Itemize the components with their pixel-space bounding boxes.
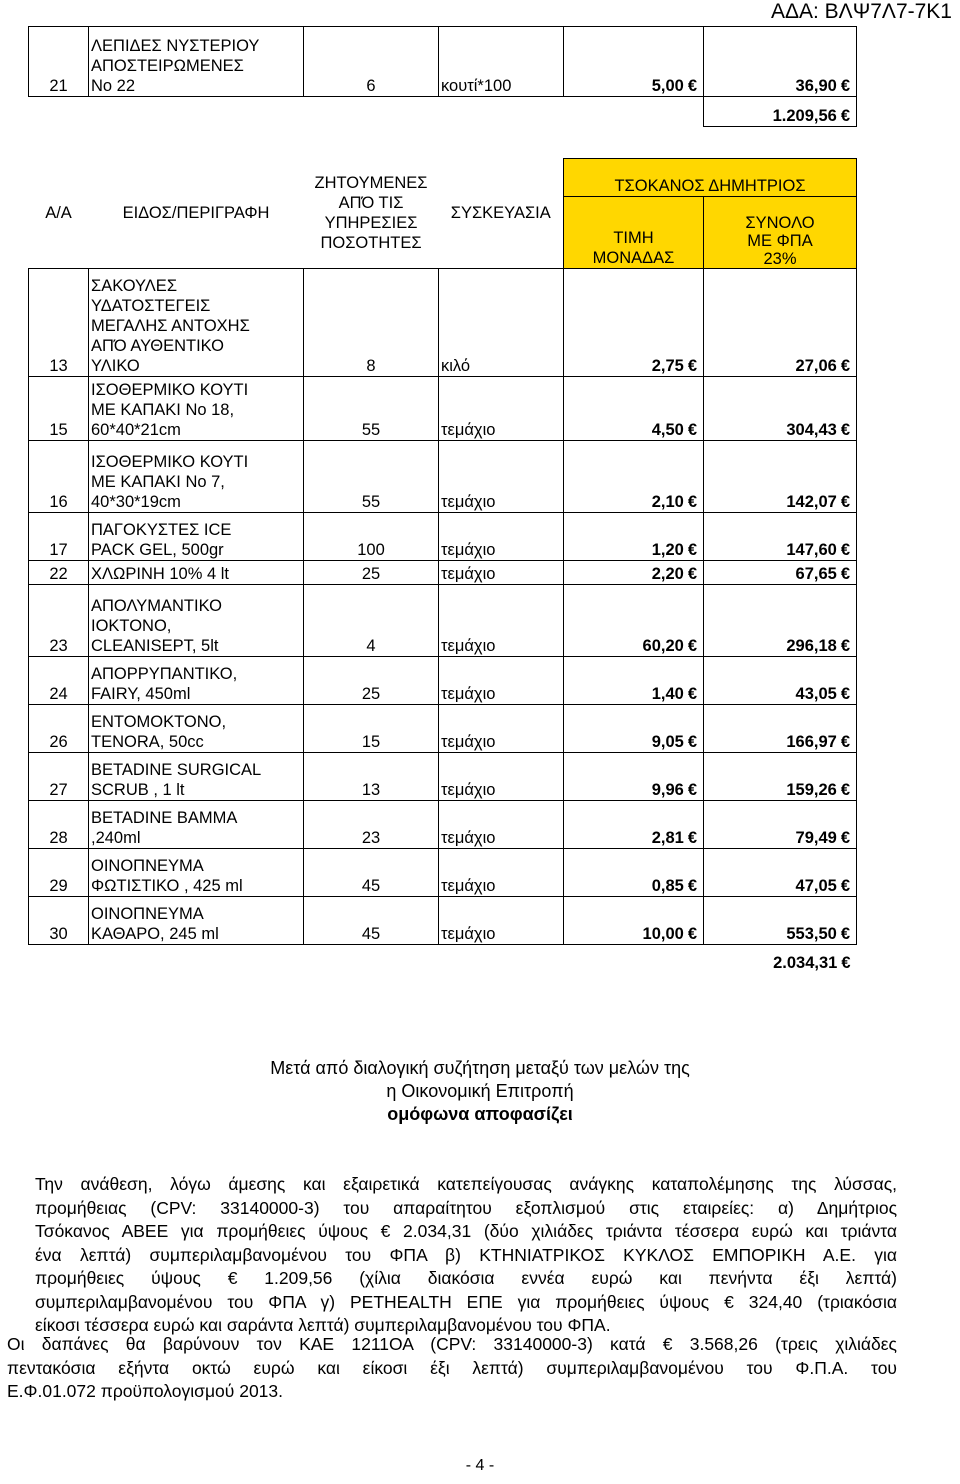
paragraph-line: Τσόκανος ΑΒΕΕ για προμήθειες ύψους € 2.034,31 (δύο χιλιάδες τριάντα τέσσερα ευρώ και τριάντα [35,1221,897,1241]
row-desc: ΟΙΝΟΠΝΕΥΜΑ ΦΩΤΙΣΤΙΚΟ , 425 ml [89,849,304,897]
row-pack: κιλό [439,269,564,377]
row-price: 10,00 € [564,897,704,945]
row-pack: τεμάχιο [439,377,564,441]
euro-icon: € [687,637,697,655]
paragraph-line: είκοσι τέσσερα ευρώ και σαράντα λεπτά) συμπεριλαμβανομένου του ΦΠΑ. [35,1315,611,1335]
row-pack: κουτί*100 [439,27,564,97]
table-row [29,801,857,849]
header-qty: ΖΗΤΟΥΜΕΝΕΣ ΑΠΌ ΤΙΣ ΥΠΗΡΕΣΙΕΣ ΠΟΣΟΤΗΤΕΣ [314,174,428,253]
row-qty: 55 [304,377,439,441]
paragraph-line: προμήθειες ύψους € 1.209,56 (χίλια διακόσια εννέα ευρώ και πενήντα έξι λεπτά) [35,1268,897,1288]
euro-icon: € [687,77,697,95]
paragraph-line: Την ανάθεση, λόγω άμεσης και εξαιρετικά κατεπείγουσας ανάγκης καταπολέμησης της λύσσας, [35,1174,897,1194]
row-price: 9,96 € [564,753,704,801]
euro-icon: € [840,637,850,655]
subtotal: 1.209,56 € [704,97,857,127]
row-qty: 25 [304,657,439,705]
row-qty: 6 [304,27,439,97]
euro-icon: € [687,357,697,375]
euro-icon: € [687,829,697,847]
row-qty: 23 [304,801,439,849]
row-pack: τεμάχιο [439,897,564,945]
row-desc: ΑΠΟΛΥΜΑΝΤΙΚΟ ΙΟΚΤΟΝΟ, CLEANISEPT, 5lt [89,585,304,657]
row-aa: 15 [29,377,89,441]
row-desc: ΠΑΓΟΚΥΣΤΕΣ ICE PACK GEL, 500gr [89,513,304,561]
table-row [29,705,857,753]
row-total: 36,90 € [704,27,857,97]
row-pack: τεμάχιο [439,561,564,585]
paragraph-line: Ε.Φ.01.072 προϋπολογισμού 2013. [7,1381,284,1401]
row-price: 4,50 € [564,377,704,441]
euro-icon: € [840,733,850,751]
header-pack: ΣΥΣΚΕΥΑΣΙΑ [450,204,551,223]
row-total: 43,05 € [704,657,857,705]
grand-total: 2.034,31 € [773,953,851,972]
row-pack: τεμάχιο [439,513,564,561]
row-desc: ΛΕΠΙΔΕΣ ΝΥΣΤΕΡΙΟΥ ΑΠΟΣΤΕΙΡΩΜΕΝΕΣ Νο 22 [89,27,304,97]
euro-icon: € [840,421,850,439]
row-total: 142,07 € [704,441,857,513]
row-total: 296,18 € [704,585,857,657]
table-row [29,27,857,97]
row-pack: τεμάχιο [439,849,564,897]
row-total: 67,65 € [704,561,857,585]
euro-icon: € [840,565,850,583]
table-row [29,657,857,705]
row-aa: 13 [29,269,89,377]
row-aa: 30 [29,897,89,945]
table-body [29,269,857,945]
row-desc: ΑΠΟΡΡΥΠΑΝΤΙΚΟ, FAIRY, 450ml [89,657,304,705]
row-total: 304,43 € [704,377,857,441]
euro-icon: € [687,541,697,559]
row-aa: 21 [29,27,89,97]
row-price: 5,00 € [564,27,704,97]
euro-icon: € [687,877,697,895]
row-total: 47,05 € [704,849,857,897]
row-total: 79,49 € [704,801,857,849]
row-total: 147,60 € [704,513,857,561]
row-aa: 26 [29,705,89,753]
row-qty: 8 [304,269,439,377]
row-price: 9,05 € [564,705,704,753]
euro-icon: € [687,733,697,751]
row-pack: τεμάχιο [439,441,564,513]
header-price: ΤΙΜΗ ΜΟΝΑΔΑΣ [564,197,704,269]
row-desc: ΧΛΩΡΙΝΗ 10% 4 lt [89,561,304,585]
row-price: 1,20 € [564,513,704,561]
paragraph-line: συμπεριλαμβανομένου του ΦΠΑ γ) PETHEALTH ΕΠΕ για προμήθειες ύψους € 324,40 (τριακόσια [35,1291,897,1312]
row-total: 553,50 € [704,897,857,945]
row-pack: τεμάχιο [439,657,564,705]
table-row [29,377,857,441]
euro-icon: € [840,685,850,703]
row-pack: τεμάχιο [439,705,564,753]
row-desc: ΟΙΝΟΠΝΕΥΜΑ ΚΑΘΑΡΟ, 245 ml [89,897,304,945]
euro-icon: € [687,685,697,703]
row-desc: BETADINE SURGICAL SCRUB , 1 lt [89,753,304,801]
row-price: 2,20 € [564,561,704,585]
row-total: 159,26 € [704,753,857,801]
previous-items-table [28,26,857,127]
euro-icon: € [840,77,850,95]
row-desc: ΙΣΟΘΕΡΜΙΚΟ ΚΟΥΤΙ ΜΕ ΚΑΠΑΚΙ Νο 18, 60*40*21cm [89,377,304,441]
row-desc: ΕΝΤΟΜΟΚΤΟΝΟ, TENORA, 50cc [89,705,304,753]
paragraph-line: ένα λεπτά) συμπεριλαμβανομένου του ΦΠΑ β) ΚΤΗΝΙΑΤΡΙΚΟΣ ΚΥΚΛΟΣ ΕΜΠΟΡΙΚΗ Α.Ε. για [35,1244,897,1265]
row-qty: 45 [304,897,439,945]
row-pack: τεμάχιο [439,801,564,849]
row-desc: ΣΑΚΟΥΛΕΣ ΥΔΑΤΟΣΤΕΓΕΙΣ ΜΕΓΑΛΗΣ ΑΝΤΟΧΗΣ ΑΠΌ ΑΥΘΕΝΤΙΚΟ ΥΛΙΚΟ [89,269,304,377]
euro-icon: € [840,925,850,943]
paragraph-line: προμήθειας (CPV: 33140000-3) του απαραίτητου εξοπλισμού στις εταιρείες: α) Δημήτριος [35,1197,897,1218]
paragraph-line: πεντακόσια εξήντα οκτώ ευρώ και είκοσι έξι λεπτά) συμπεριλαμβανομένου του Φ.Π.Α. του [7,1357,897,1378]
euro-icon: € [687,781,697,799]
row-aa: 17 [29,513,89,561]
row-qty: 13 [304,753,439,801]
row-pack: τεμάχιο [439,753,564,801]
row-aa: 16 [29,441,89,513]
row-qty: 15 [304,705,439,753]
euro-icon: € [841,953,851,972]
row-qty: 100 [304,513,439,561]
row-pack: τεμάχιο [439,585,564,657]
award-paragraph [35,1173,897,1338]
table-row [29,269,857,377]
row-aa: 24 [29,657,89,705]
items-table [28,158,857,973]
row-aa: 28 [29,801,89,849]
row-price: 2,75 € [564,269,704,377]
row-total: 166,97 € [704,705,857,753]
euro-icon: € [840,877,850,895]
row-qty: 45 [304,849,439,897]
header-desc: ΕΙΔΟΣ/ΠΕΡΙΓΡΑΦΗ [122,204,270,223]
table-row [29,513,857,561]
row-desc: BETADINE ΒΑΜΜΑ ,240ml [89,801,304,849]
row-total: 27,06 € [704,269,857,377]
table-row [29,441,857,513]
decision-verdict: ομόφωνα αποφασίζει [387,1104,573,1124]
ada-code: ΑΔΑ: ΒΛΨ7Λ7-7Κ1 [770,0,952,23]
euro-icon: € [687,925,697,943]
row-qty: 25 [304,561,439,585]
row-price: 2,81 € [564,801,704,849]
row-price: 0,85 € [564,849,704,897]
paragraph-line: Οι δαπάνες θα βαρύνουν τον ΚΑΕ 1211ΟΑ (CPV: 33140000-3) κατά € 3.568,26 (τρεις χιλιάδες [7,1334,897,1354]
table-row [29,849,857,897]
page-number: - 4 - [465,1457,495,1474]
euro-icon: € [687,493,697,511]
euro-icon: € [840,493,850,511]
row-desc: ΙΣΟΘΕΡΜΙΚΟ ΚΟΥΤΙ ΜΕ ΚΑΠΑΚΙ Νο 7, 40*30*19cm [89,441,304,513]
euro-icon: € [840,781,850,799]
euro-icon: € [687,565,697,583]
table-row [29,897,857,945]
table-row [29,753,857,801]
table-row [29,561,857,585]
euro-icon: € [840,357,850,375]
row-price: 2,10 € [564,441,704,513]
committee-name: η Οικονομική Επιτροπή [386,1081,574,1101]
row-aa: 23 [29,585,89,657]
euro-icon: € [840,829,850,847]
header-total: ΣΥΝΟΛΟ ΜΕ ΦΠΑ 23% [704,197,857,269]
row-aa: 22 [29,561,89,585]
row-qty: 4 [304,585,439,657]
row-aa: 27 [29,753,89,801]
row-aa: 29 [29,849,89,897]
header-aa: Α/Α [45,204,72,223]
row-price: 60,20 € [564,585,704,657]
euro-icon: € [840,541,850,559]
row-qty: 55 [304,441,439,513]
decision-intro: Μετά από διαλογική συζήτηση μεταξύ των μελών της [270,1058,690,1078]
table-header-row [29,159,857,197]
row-price: 1,40 € [564,657,704,705]
expense-paragraph [7,1333,897,1404]
euro-icon: € [840,107,850,125]
euro-icon: € [687,421,697,439]
table-row [29,585,857,657]
header-supplier: ΤΣΟΚΑΝΟΣ ΔΗΜΗΤΡΙΟΣ [564,159,857,197]
